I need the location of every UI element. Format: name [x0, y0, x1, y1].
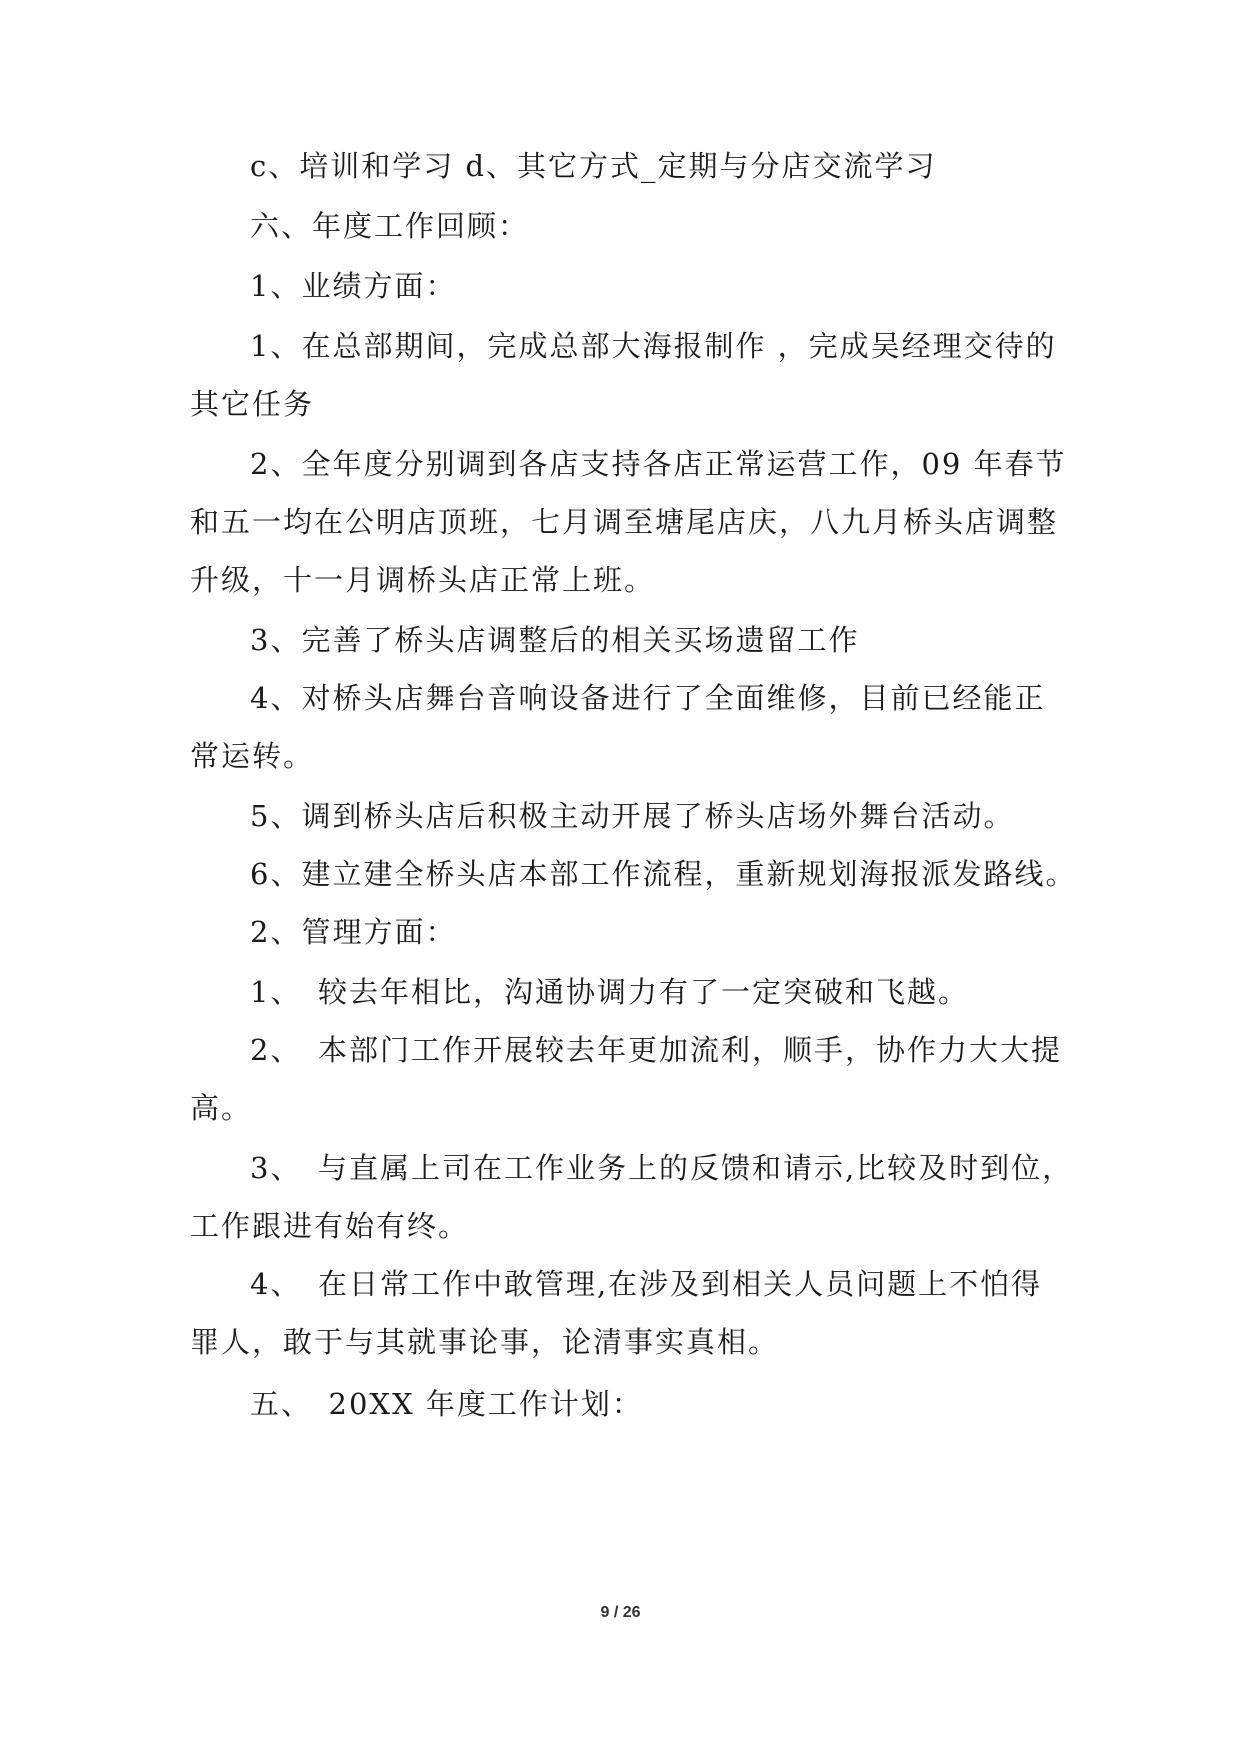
paragraph-line: 罪人，敢于与其就事论事，论清事实真相。: [190, 1325, 780, 1359]
paragraph-line: 工作跟进有始有终。: [190, 1209, 470, 1243]
paragraph-line: 升级，十一月调桥头店正常上班。: [190, 563, 656, 597]
paragraph-line: 4、对桥头店舞台音响设备进行了全面维修，目前已经能正: [250, 681, 1046, 715]
section-heading: 五、 20XX 年度工作计划：: [250, 1387, 643, 1421]
page-number: 9 / 26: [600, 1604, 641, 1621]
paragraph-line: 3、 与直属上司在工作业务上的反馈和请示,比较及时到位，: [250, 1151, 1074, 1185]
paragraph-line: 常运转。: [190, 739, 315, 773]
paragraph-line: 和五一均在公明店顶班，七月调至塘尾店庆，八九月桥头店调整: [190, 505, 1059, 539]
paragraph-line: 1、 较去年相比，沟通协调力有了一定突破和飞越。: [250, 975, 969, 1009]
subsection-heading: 2、管理方面：: [250, 915, 457, 949]
paragraph-line: 1、在总部期间，完成总部大海报制作 ，完成吴经理交待的: [250, 329, 1057, 363]
paragraph-line: 高。: [190, 1091, 253, 1125]
subsection-heading: 1、业绩方面：: [250, 269, 457, 303]
paragraph-line: c、培训和学习 d、其它方式_定期与分店交流学习: [250, 149, 937, 183]
paragraph-line: 2、全年度分别调到各店支持各店正常运营工作，09 年春节: [250, 447, 1067, 481]
paragraph-line: 3、完善了桥头店调整后的相关买场遗留工作: [250, 623, 860, 657]
section-heading: 六、年度工作回顾：: [250, 209, 530, 243]
paragraph-line: 4、 在日常工作中敢管理,在涉及到相关人员问题上不怕得: [250, 1267, 1043, 1301]
paragraph-line: 其它任务: [190, 387, 315, 421]
paragraph-line: 6、建立建全桥头店本部工作流程，重新规划海报派发路线。: [250, 857, 1077, 891]
paragraph-line: 2、 本部门工作开展较去年更加流利，顺手，协作力大大提: [250, 1033, 1062, 1067]
paragraph-line: 5、调到桥头店后积极主动开展了桥头店场外舞台活动。: [250, 799, 1015, 833]
